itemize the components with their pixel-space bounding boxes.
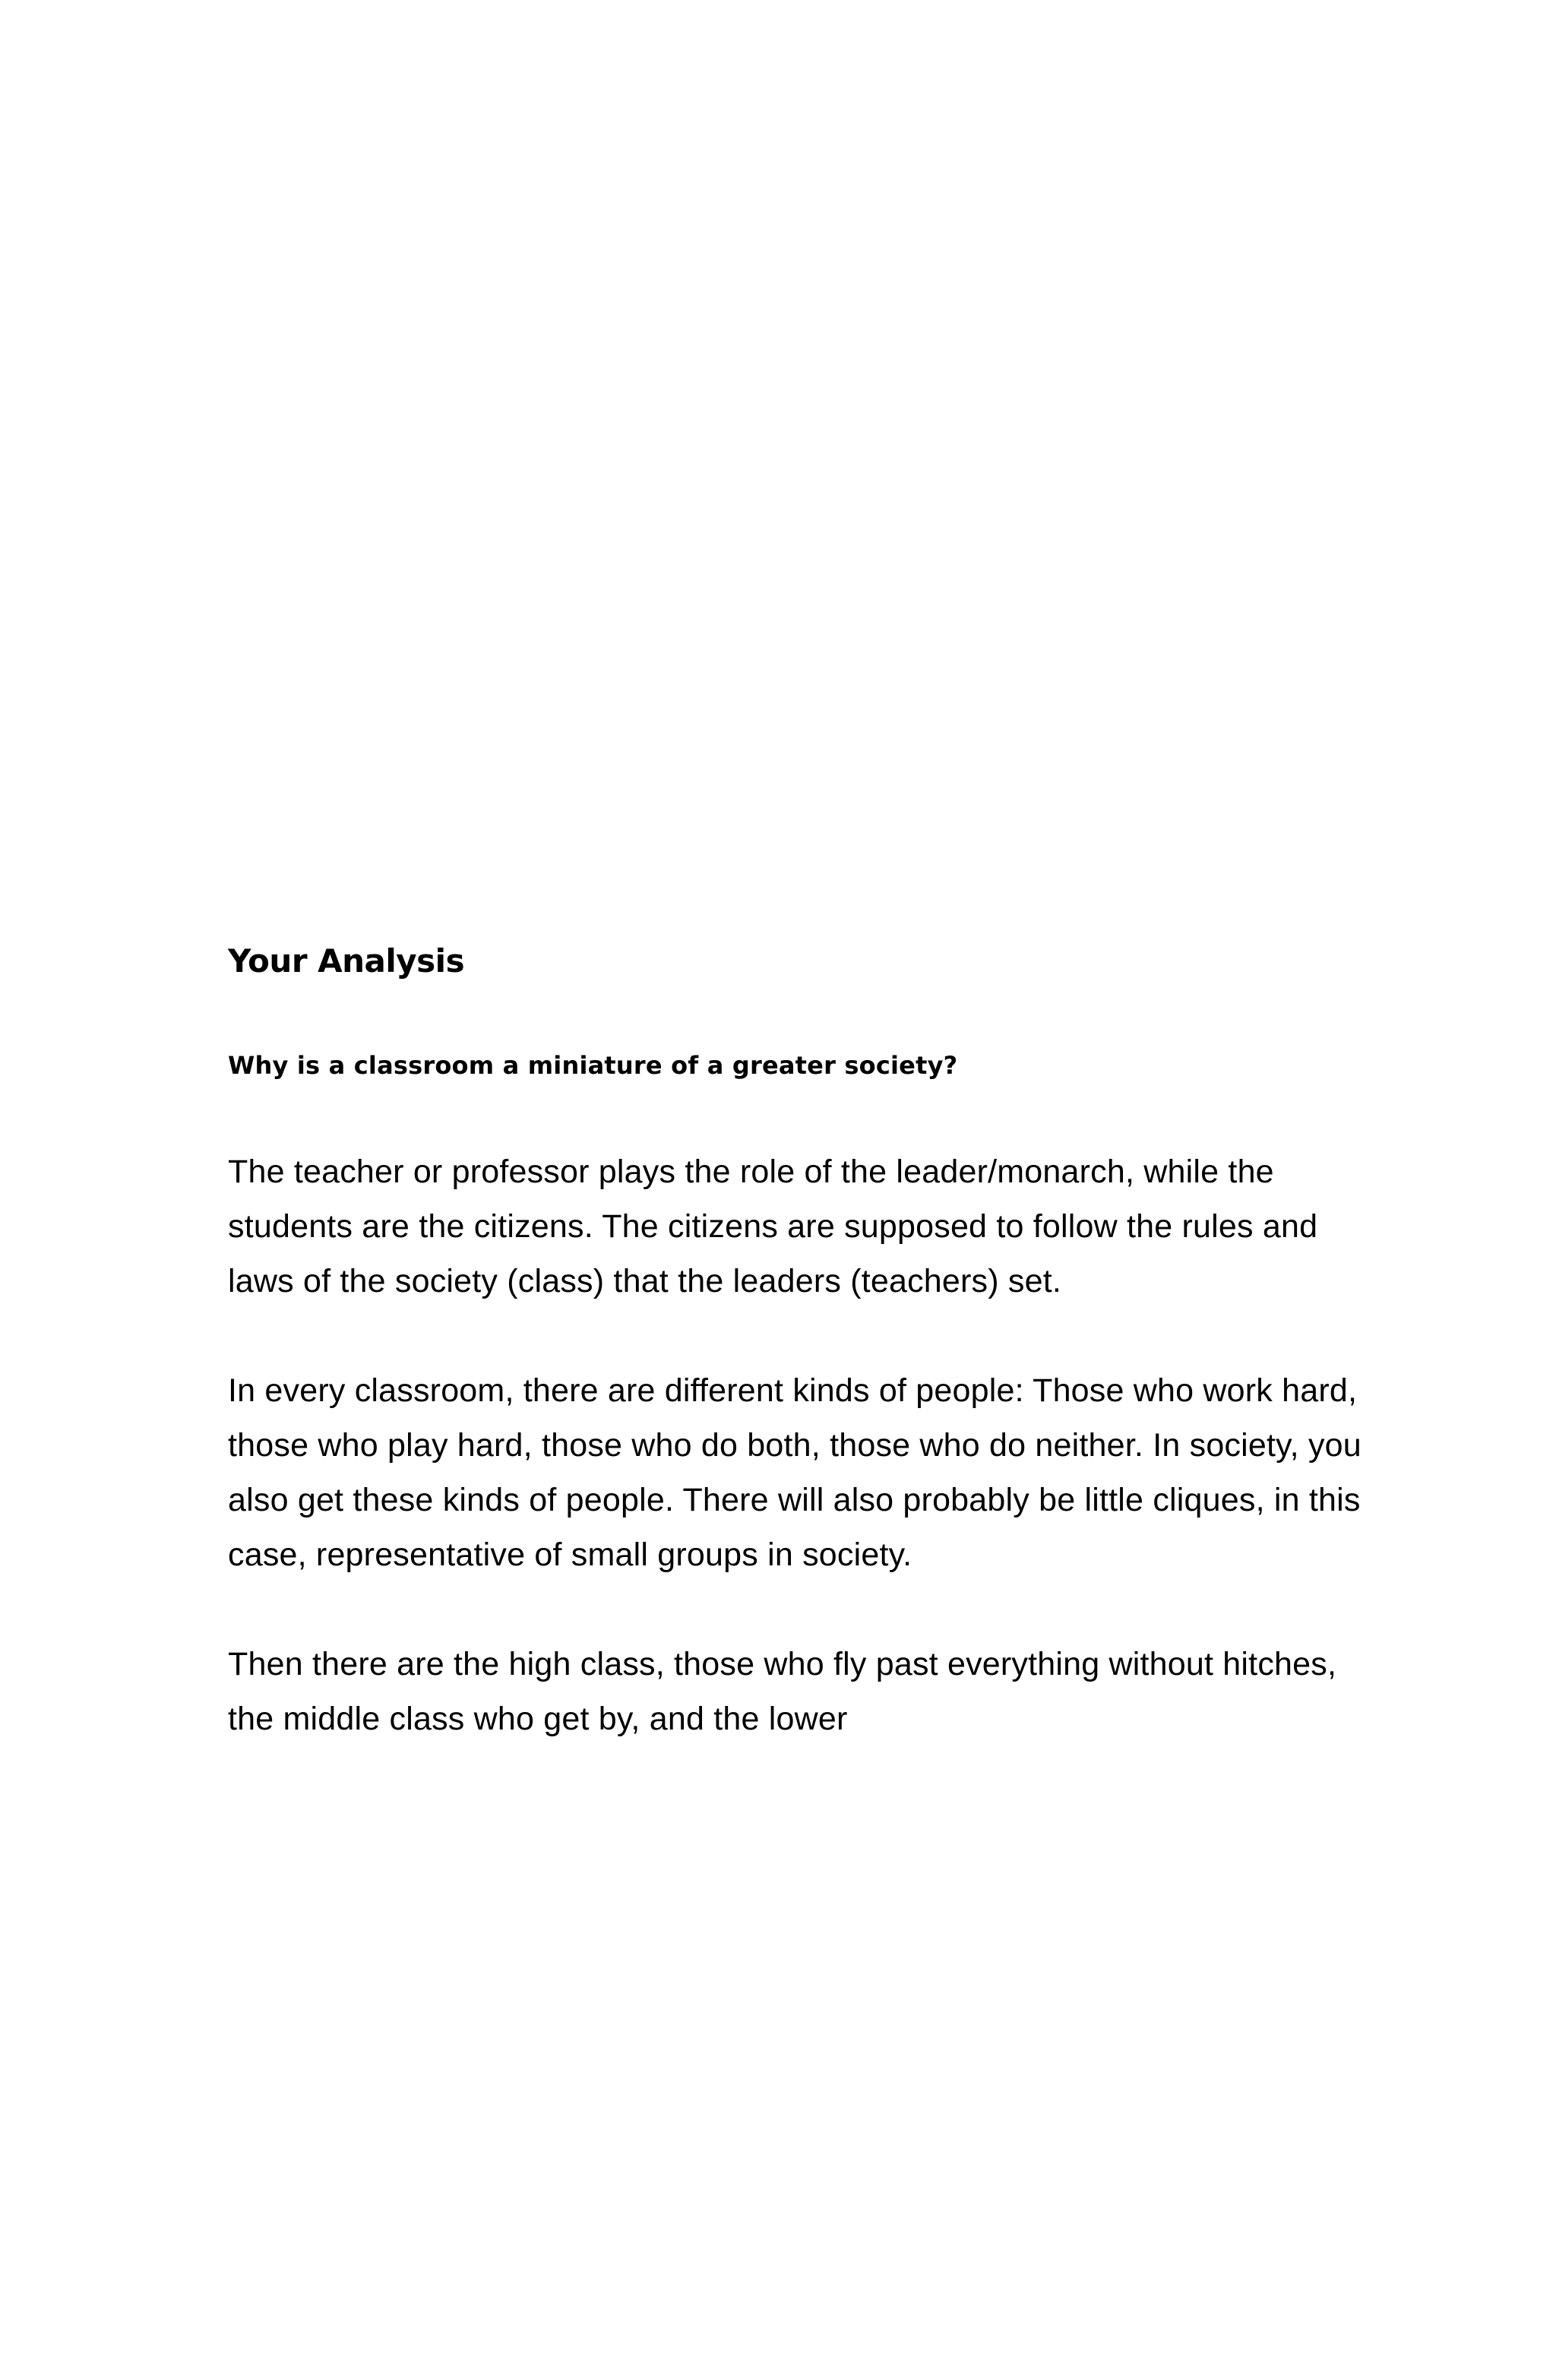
analysis-section: [228, 942, 1368, 1801]
answer-paragraph-3: Then there are the high class, those who fly past everything without hitches, the middle class who get by, and the lower: [228, 1645, 1337, 1737]
answer-paragraph-2: In every classroom, there are different kinds of people: Those who work hard, those who play hard, those who do both, those who do neither. In society, you also get these kinds of people. There will also probably be little cliques, in this case, representative of small groups in society.: [228, 1372, 1362, 1573]
answer-paragraph-1: The teacher or professor plays the role of the leader/monarch, while the students are the citizens. The citizens are supposed to follow the rules and laws of the society (class) that the leaders (teachers) set.: [228, 1153, 1318, 1299]
analysis-question: Why is a classroom a miniature of a greater society?: [228, 1051, 958, 1081]
section-title: Your Analysis: [228, 942, 465, 980]
